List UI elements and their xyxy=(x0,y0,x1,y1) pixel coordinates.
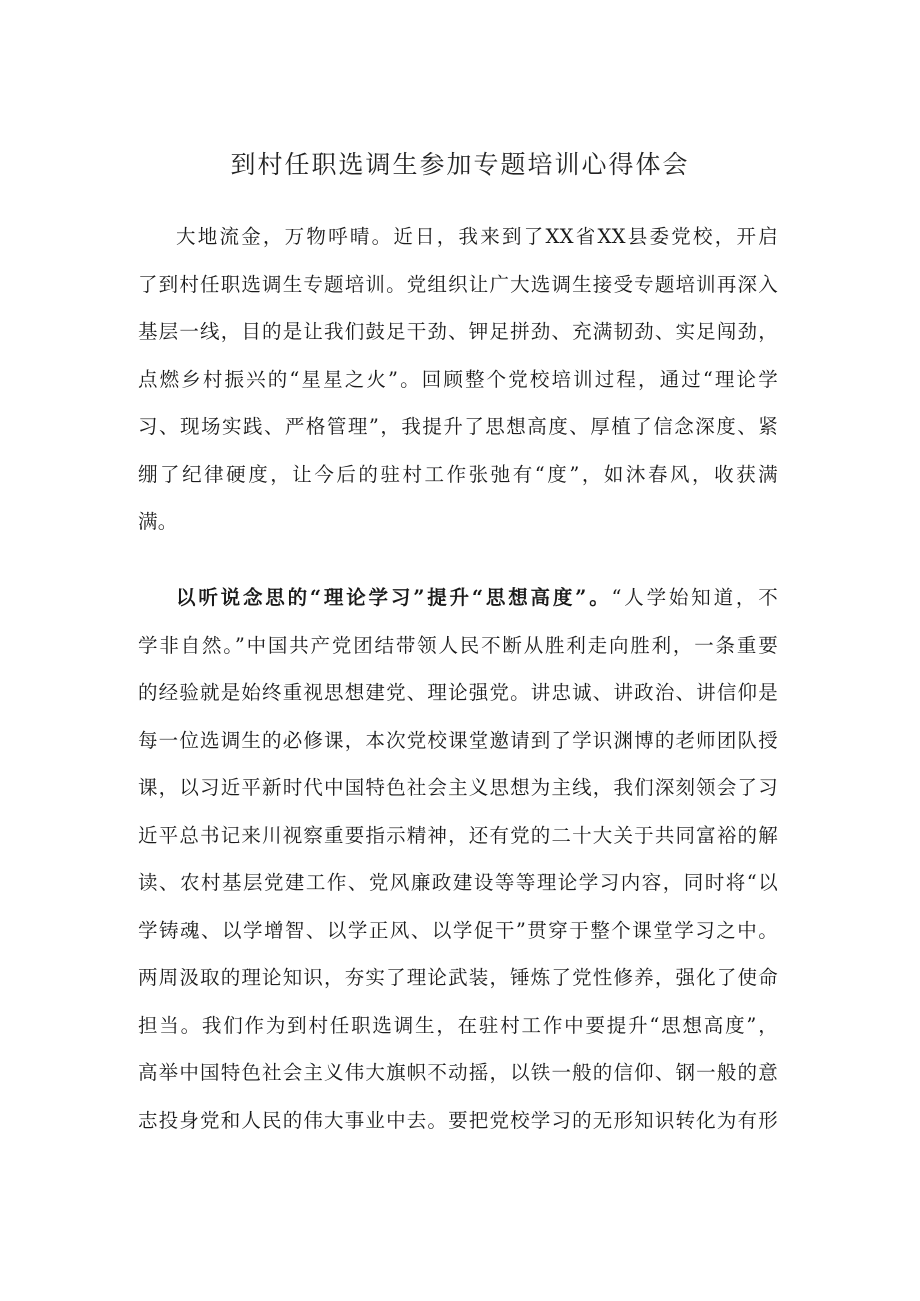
paragraph-theory-study xyxy=(138,574,778,1144)
text-line: 读、农村基层党建工作、党风廉政建设等等理论学习内容，同时将“以 xyxy=(138,871,778,894)
text-line: 担当。我们作为到村任职选调生，在驻村工作中要提升“思想高度”， xyxy=(138,1013,778,1037)
text-line: 的经验就是始终重视思想建党、理论强党。讲忠诚、讲政治、讲信仰是 xyxy=(138,681,778,704)
text-line: 满。 xyxy=(138,510,178,533)
text-line: 了到村任职选调生专题培训。党组织让广大选调生接受专题培训再深入 xyxy=(138,272,778,296)
text-line: 每一位选调生的必修课，本次党校课堂邀请到了学识渊博的老师团队授 xyxy=(138,728,778,752)
text-line: 课，以习近平新时代中国特色社会主义思想为主线，我们深刻领会了习 xyxy=(138,776,778,799)
text-run: “人学始知道，不 xyxy=(611,586,778,609)
text-line: 两周汲取的理论知识，夯实了理论武装，锤炼了党性修养，强化了使命 xyxy=(138,966,778,989)
text-line: 近平总书记来川视察重要指示精神，还有党的二十大关于共同富裕的解 xyxy=(138,823,778,847)
paragraph-heading: 以听说念思的“理论学习”提升“思想高度”。 xyxy=(176,586,612,609)
text-line: 志投身党和人民的伟大事业中去。要把党校学习的无形知识转化为有形 xyxy=(138,1108,778,1132)
text-line: 习、现场实践、严格管理”，我提升了思想高度、厚植了信念深度、紧 xyxy=(138,415,778,438)
text-line: 学铸魂、以学增智、以学正风、以学促干”贯穿于整个课堂学习之中。 xyxy=(138,918,778,942)
text-line: 学非自然。”中国共产党团结带领人民不断从胜利走向胜利，一条重要 xyxy=(138,633,778,657)
text-line: 基层一线，目的是让我们鼓足干劲、钾足拼劲、充满韧劲、实足闯劲， xyxy=(138,320,778,343)
text-line: 高举中国特色社会主义伟大旗帜不动摇，以铁一般的信仰、钢一般的意 xyxy=(138,1061,778,1084)
text-line-first xyxy=(138,574,778,622)
text-line: 大地流金，万物呼晴。近日，我来到了XX省XX县委党校，开启 xyxy=(176,225,778,248)
document-title: 到村任职选调生参加专题培训心得体会 xyxy=(230,150,690,179)
text-line: 点燃乡村振兴的“星星之火”。回顾整个党校培训过程，通过“理论学 xyxy=(138,367,778,391)
paragraph-intro xyxy=(138,213,778,546)
text-line: 绷了纪律硬度，让今后的驻村工作张弛有“度”，如沐春风，收获满 xyxy=(138,462,778,486)
